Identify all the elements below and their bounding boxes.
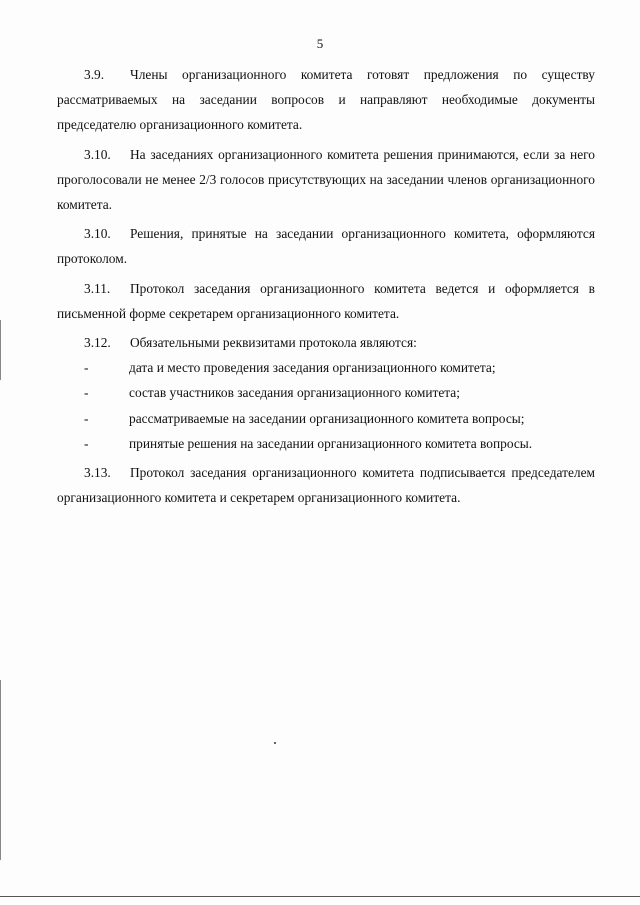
list-dash: -: [84, 360, 89, 376]
list-dash: -: [84, 435, 89, 451]
paragraph-3-10-b: [57, 221, 595, 271]
paragraph-text: Члены организационного комитета готовят предложения по существу рассматриваемых на заседании вопросов и направляют необходимые документы председателю организационного комитета.: [57, 67, 595, 133]
list-item: [57, 431, 595, 456]
paragraph-text: На заседаниях организационного комитета решения принимаются, если за него проголосовали не менее 2/3 голосов присутствующих на заседании членов организационного комитета.: [57, 146, 595, 213]
list-dash: -: [84, 410, 89, 426]
paragraph-number: 3.10.: [84, 146, 111, 162]
scan-artifact-edge: [0, 680, 1, 860]
paragraph-3-12: [57, 330, 595, 355]
paragraph-number: 3.13.: [84, 465, 111, 481]
paragraph-number: 3.10.: [84, 226, 111, 242]
paragraph-3-9: [57, 62, 595, 138]
list-item: [57, 380, 595, 405]
paragraph-3-11: [57, 276, 595, 326]
scan-artifact-line: [0, 896, 640, 897]
list-item-text: состав участников заседания организационного комитета;: [129, 385, 460, 401]
paragraph-3-10-a: [57, 142, 595, 218]
paragraph-text: Протокол заседания организационного комитета ведется и оформляется в письменной форме секретарем организационного комитета.: [57, 280, 595, 321]
scan-artifact-edge: [0, 320, 1, 380]
paragraph-text: Решения, принятые на заседании организационного комитета, оформляются протоколом.: [57, 226, 595, 267]
list-item: [57, 355, 595, 380]
scan-speck: [274, 742, 276, 744]
list-item-text: дата и место проведения заседания организационного комитета;: [129, 360, 496, 376]
paragraph-text: Обязательными реквизитами протокола являются:: [130, 335, 417, 351]
document-body: [57, 62, 595, 510]
paragraph-number: 3.11.: [84, 280, 111, 296]
paragraph-text: Протокол заседания организационного комитета подписывается председателем организационного комитета и секретарем организационного комитета.: [57, 465, 595, 506]
list-item: [57, 406, 595, 431]
list-item-text: рассматриваемые на заседании организационного комитета вопросы;: [129, 410, 525, 426]
paragraph-number: 3.9.: [84, 67, 105, 82]
page-number: 5: [316, 36, 324, 51]
paragraph-3-13: [57, 460, 595, 510]
list-item-text: принятые решения на заседании организационного комитета вопросы.: [129, 435, 533, 451]
paragraph-number: 3.12.: [84, 335, 111, 351]
list-dash: -: [84, 385, 89, 401]
